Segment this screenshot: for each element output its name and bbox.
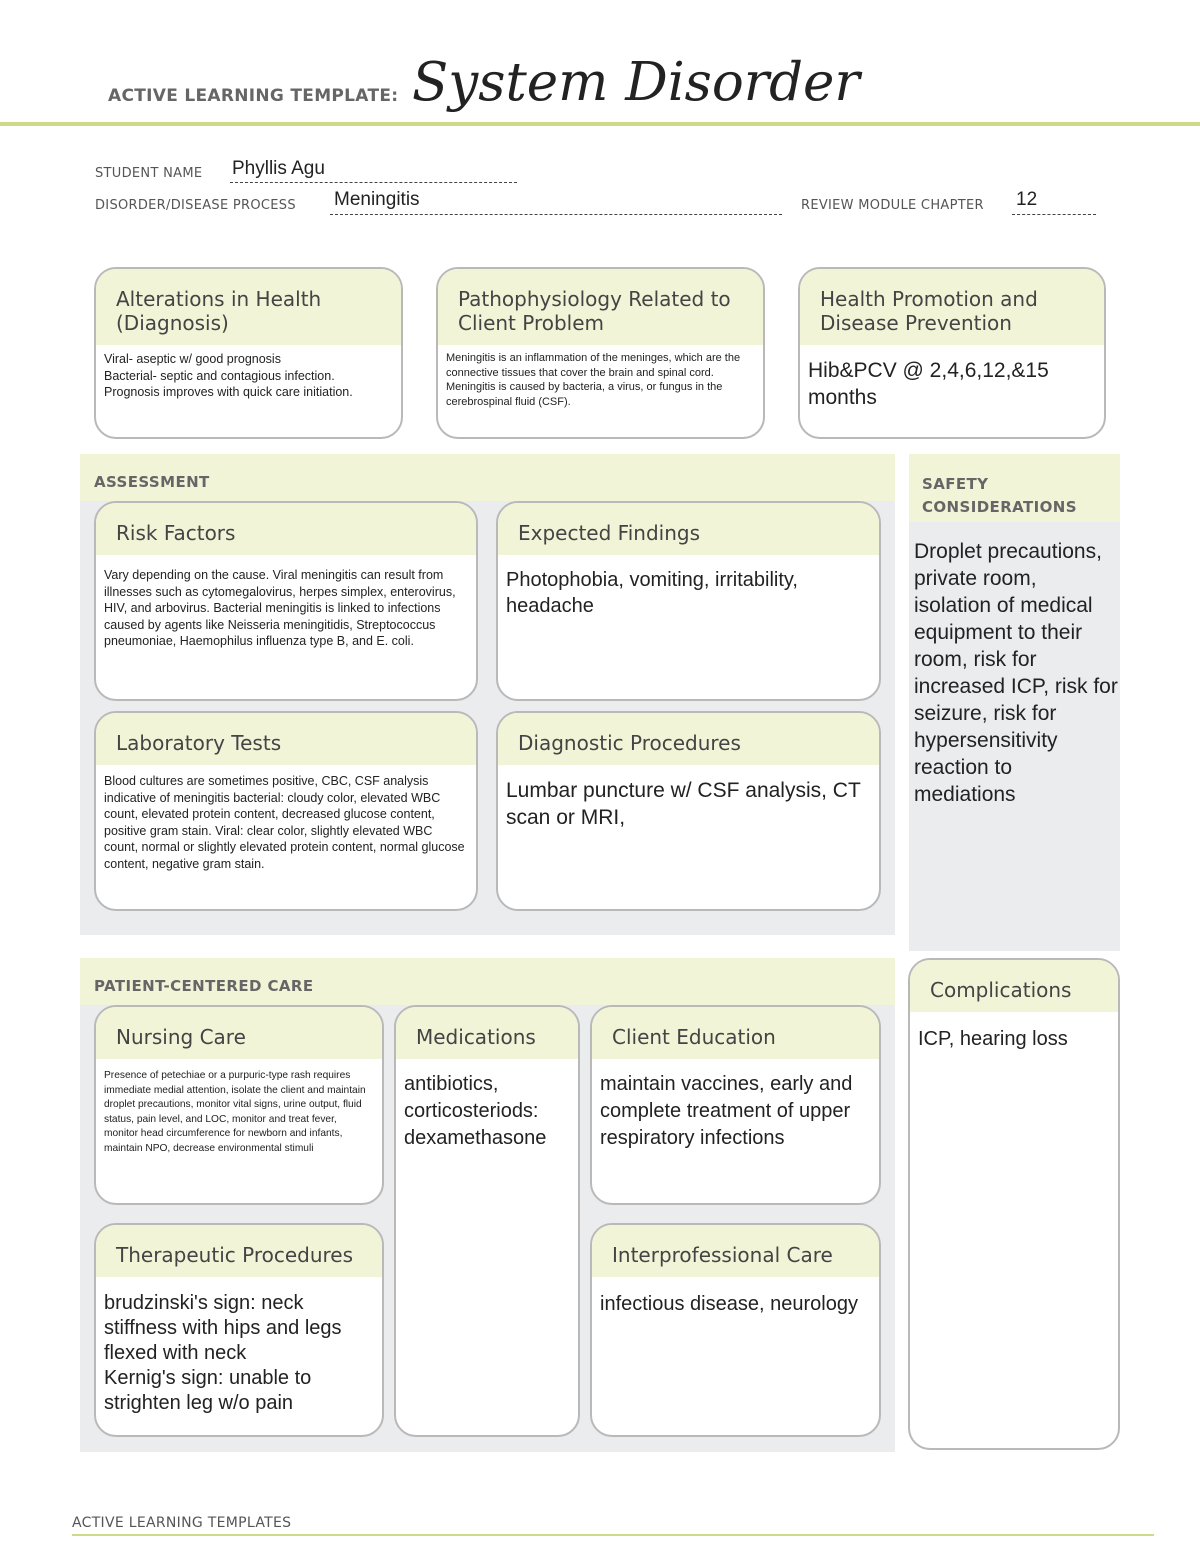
student-name-label: STUDENT NAME [95, 166, 203, 181]
laboratory-tests-text[interactable]: Blood cultures are sometimes positive, CBC, CSF analysis indicative of meningitis bacterial: cloudy color, elevated WBC count, elevated protein content, decreased glucose content, positive gram stain. Viral: clear color, slightly elevated WBC count, normal or slightly elevated protein content, normal glucose content, negative gram stain. [104, 774, 465, 871]
alterations-line[interactable]: Viral- aseptic w/ good prognosis [104, 352, 281, 366]
interprofessional-care-title: Interprofessional Care [592, 1225, 879, 1277]
therapeutic-procedures-title: Therapeutic Procedures [96, 1225, 382, 1277]
expected-findings-text[interactable]: Photophobia, vomiting, irritability, headache [506, 569, 798, 617]
nursing-care-title: Nursing Care [96, 1007, 382, 1059]
therapeutic-procedures-line[interactable]: brudzinski's sign: neck stiffness with hips and legs flexed with neck [104, 1292, 342, 1364]
pathophysiology-text[interactable]: Meningitis is an inflammation of the meninges, which are the connective tissues that cover the brain and spinal cord. Meningitis is caused by bacteria, a virus, or fungus in the cerebrospinal fluid (CSF). [446, 352, 741, 408]
complications-text[interactable]: ICP, hearing loss [918, 1028, 1068, 1050]
chapter-field[interactable]: 12 [1016, 189, 1038, 210]
medications-text[interactable]: antibiotics, corticosteriods: dexamethasone [404, 1073, 547, 1149]
laboratory-tests-box [94, 711, 478, 911]
chapter-label: REVIEW MODULE CHAPTER [801, 198, 984, 213]
alterations-line[interactable]: Prognosis improves with quick care initiation. [104, 385, 353, 399]
interprofessional-care-box [590, 1223, 881, 1437]
complications-box [908, 958, 1120, 1450]
medications-box [394, 1005, 580, 1437]
risk-factors-title: Risk Factors [96, 503, 476, 555]
diagnostic-procedures-box [496, 711, 881, 911]
footer-rule [72, 1534, 1154, 1536]
risk-factors-text[interactable]: Vary depending on the cause. Viral meningitis can result from illnesses such as cytomegalovirus, herpes simplex, enterovirus, HIV, and arbovirus. Bacterial meningitis is linked to infections caused by agents like Neisseria meningitidis, Streptococcus pneumoniae, Haemophilus influenza type B, and E. coli. [104, 568, 456, 648]
diagnostic-procedures-text[interactable]: Lumbar puncture w/ CSF analysis, CT scan or MRI, [506, 779, 861, 829]
client-education-box [590, 1005, 881, 1205]
expected-findings-title: Expected Findings [498, 503, 879, 555]
health-promotion-title: Health Promotion and Disease Prevention [800, 269, 1104, 345]
medications-title: Medications [396, 1007, 578, 1059]
template-label: ACTIVE LEARNING TEMPLATE: [108, 86, 399, 106]
nursing-care-box [94, 1005, 384, 1205]
risk-factors-box [94, 501, 478, 701]
patient-care-title: PATIENT-CENTERED CARE [94, 977, 314, 995]
client-education-title: Client Education [592, 1007, 879, 1059]
laboratory-tests-title: Laboratory Tests [96, 713, 476, 765]
disorder-label: DISORDER/DISEASE PROCESS [95, 198, 296, 213]
health-promotion-text[interactable]: Hib&PCV @ 2,4,6,12,&15 months [808, 359, 1049, 409]
safety-title: SAFETY CONSIDERATIONS [922, 475, 1077, 516]
complications-title: Complications [910, 960, 1118, 1012]
therapeutic-procedures-line[interactable]: Kernig's sign: unable to strighten leg w/o pain [104, 1367, 312, 1414]
alterations-title: Alterations in Health (Diagnosis) [96, 269, 401, 345]
interprofessional-care-text[interactable]: infectious disease, neurology [600, 1293, 858, 1315]
footer-label: ACTIVE LEARNING TEMPLATES [72, 1515, 292, 1531]
alterations-line[interactable]: Bacterial- septic and contagious infection. [104, 368, 335, 383]
health-promotion-box [798, 267, 1106, 439]
page-title: System Disorder [412, 52, 860, 113]
safety-text[interactable]: Droplet precautions, private room, isolation of medical equipment to their room, risk for increased ICP, risk for seizure, risk for hypersensitivity reaction to mediations [914, 540, 1118, 806]
header-rule [0, 122, 1200, 126]
therapeutic-procedures-box [94, 1223, 384, 1437]
client-education-text[interactable]: maintain vaccines, early and complete treatment of upper respiratory infections [600, 1073, 853, 1149]
expected-findings-box [496, 501, 881, 701]
student-name-field[interactable]: Phyllis Agu [232, 158, 325, 179]
pathophysiology-title: Pathophysiology Related to Client Problem [438, 269, 763, 345]
assessment-title: ASSESSMENT [94, 473, 210, 491]
disorder-field[interactable]: Meningitis [334, 189, 420, 210]
pathophysiology-box [436, 267, 765, 439]
alterations-box [94, 267, 403, 439]
diagnostic-procedures-title: Diagnostic Procedures [498, 713, 879, 765]
nursing-care-text[interactable]: Presence of petechiae or a purpuric-type rash requires immediate medial attention, isolate the client and maintain droplet precautions, monitor vital signs, urine output, fluid status, pain level, and LOC, monitor and treat fever, monitor head circumference for newborn and infants, maintain NPO, decrease environmental stimuli [104, 1070, 366, 1154]
